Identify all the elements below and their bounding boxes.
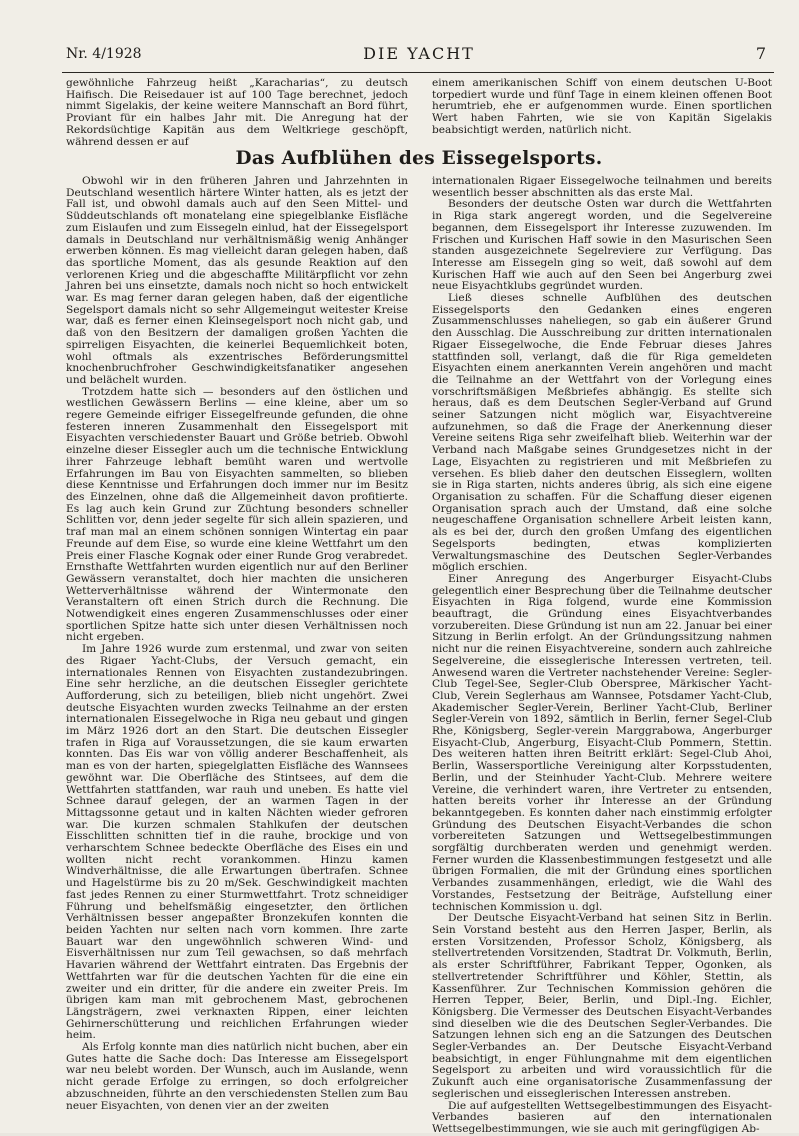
article-paragraph: Ließ dieses schnelle Aufblühen des deutschen Eissegelsports den Gedanken eines engeren Zusammenschlusses naheliegen, so gab ein äußerer Grund den Ausschlag. Die Ausschreibung zur dritten internationalen Rigaer Eissegelwoche, die Ende Februar dieses Jahres stattfinden soll, verlangt, daß die für Riga gemeldeten Eisyachten einem anerkannten Verein angehören und macht die Teilnahme an der Wettfahrt von der Vorlegung eines vorschriftsmäßigen Meßbriefes abhängig. Es stellte sich heraus, daß es dem Deutschen Segler-Verband auf Grund seiner Satzungen nicht möglich war, Eisyachtvereine aufzunehmen, so daß die Frage der Anerkennung dieser Vereine seitens Riga sehr zweifelhaft blieb. Weiterhin war der Verband nach Maßgabe seines Grundgesetzes nicht in der Lage, Eisyachten zu registrieren und mit Meßbriefen zu versehen. Es blieb daher den deutschen Eisseglern, wollten sie in Riga starten, nichts anderes übrig, als sich eine eigene Organisation zu schaffen. Für die Schaffung dieser eigenen Organisation sprach auch der Umstand, daß eine solche neugeschaffene Organisation schnellere Arbeit leisten kann, als es bei der, durch den großen Umfang des eigentlichen Segelsports bedingten, etwas komplizierten Verwaltungsmaschine des Deutschen Segler-Verbandes möglich erschien. — [432, 292, 772, 574]
article-paragraph: Trotzdem hatte sich — besonders auf den östlichen und westlichen Gewässern Berlins — eine kleine, aber um so regere Gemeinde eifriger Eissegelfreunde gefunden, die ohne festeren inneren Zusammenhalt den Eissegelsport mit Eisyachten verschiedenster Bauart und Größe betrieb. Obwohl einzelne dieser Eissegler auch um die technische Entwicklung ihrer Fahrzeuge lebhaft bemüht waren und wertvolle Erfahrungen im Bau von Eisyachten sammelten, so blieben diese Kenntnisse und Erfahrungen doch immer nur im Besitz des Einzelnen, ohne daß die Allgemeinheit davon profitierte. Es lag auch kein Grund zur Züchtung besonders schneller Schlitten vor, denn jeder segelte für sich allein spazieren, und traf man mal an einem schönen sonnigen Wintertag ein paar Freunde auf dem Eise, so wurde eine kleine Wettfahrt um den Preis einer Flasche Kognak oder einer Runde Grog verabredet. Ernsthafte Wettfahrten wurden eigentlich nur auf den Berliner Gewässern veranstaltet, doch hier machten die unsicheren Wetterverhältnisse während der Wintermonate den Veranstaltern oft einen Strich durch die Rechnung. Die Notwendigkeit eines engeren Zusammenschlusses oder einer sportlichen Spitze hatte sich unter diesen Verhältnissen noch nicht ergeben. — [66, 385, 408, 644]
article-paragraph: Besonders der deutsche Osten war durch die Wettfahrten in Riga stark angeregt worden, und die Segelvereine begannen, dem Eissegelsport ihr Interesse zuzuwenden. Im Frischen und Kurischen Haff sowie in den Masurischen Seen standen ausgezeichnete Segelreviere zur Verfügung. Das Interesse am Eissegeln ging so weit, daß sowohl auf dem Kurischen Haff wie auch auf den Seen bei Angerburg zwei neue Eisyachtklubs gegründet wurden. — [432, 198, 772, 293]
previous-article-text: gewöhnliche Fahrzeug heißt „Karacharias“, zu deutsch Haifisch. Die Reisedauer ist auf 100 Tage berechnet, jedoch nimmt Sigelakis, der keine weitere Mannschaft an Bord führt, Proviant für ein halbes Jahr mit. Die Anregung hat der Rekordsüchtige Kapitän aus dem Weltkriege geschöpft, während dessen er auf — [66, 77, 408, 148]
article-title: Das Aufblühen des Eissegelsports. — [235, 148, 603, 169]
previous-article-end-left — [66, 77, 408, 148]
previous-article-end-right — [432, 78, 772, 140]
article-paragraph: Der Deutsche Eisyacht-Verband hat seinen Sitz in Berlin. Sein Vorstand besteht aus den Herren Jasper, Berlin, als ersten Vorsitzenden, Professor Scholz, Königsberg, als stellvertretenden Vorsitzenden, Stadtrat Dr. Volkmuth, Berlin, als erster Schriftführer, Fabrikant Tepper, Ogonken, als stellvertretender Schriftführer und Köhler, Stettin, als Kassenführer. Zur Technischen Kommission gehören die Herren Tepper, Beier, Berlin, und Dipl.-Ing. Eichler, Königsberg. Die Vermesser des Deutschen Eisyacht-Verbandes sind dieselben wie die des Deutschen Segler-Verbandes. Die Satzungen lehnen sich eng an die Satzungen des Deutschen Segler-Verbandes an. Der Deutsche Eisyacht-Verband beabsichtigt, in enger Fühlungnahme mit dem eigentlichen Segelsport zu arbeiten und wird voraussichtlich für die Zukunft auch eine organisatorische Zusammenfassung der seglerischen und eisseglerischen Interessen anstreben. — [432, 912, 772, 1100]
page-header — [66, 44, 772, 66]
header-rule — [62, 72, 774, 73]
article-column-left — [66, 175, 409, 1112]
article-column-right — [432, 175, 772, 1135]
article-paragraph: Obwohl wir in den früheren Jahren und Jahrzehnten in Deutschland wesentlich härtere Winter hatten, als es jetzt der Fall ist, und obwohl damals auch auf den Seen Mittel- und Süddeutschlands oft monatelang eine spiegelblanke Eisfläche zum Eislaufen und zum Eissegeln einlud, hat der Eissegelsport damals in Deutschland nur verhältnismäßig wenig Anhänger erwerben können. Es mag vielleicht daran gelegen haben, daß das sportliche Moment, das als gesunde Reaktion auf den verlorenen Krieg und die abgeschaffte Militärpflicht vor zehn Jahren bei uns einsetzte, damals noch nicht so hoch entwickelt war. Es mag ferner daran gelegen haben, daß der eigentliche Segelsport damals nicht so sehr Allgemeingut weitester Kreise war, daß es ferner einen Kleinsegelsport noch nicht gab, und daß von den Besitzern der damaligen großen Yachten die spirreligen Eisyachten, die keinerlei Bequemlichkeit boten, wohl oftmals als exzentrisches Beförderungsmittel knochenbruchfroher Geschwindigkeitsfanatiker angesehen und belächelt wurden. — [66, 175, 408, 386]
article-paragraph: internationalen Rigaer Eissegelwoche teilnahmen und bereits wesentlich besser abschnitten als das erste Mal. — [432, 175, 772, 199]
previous-article-text: einem amerikanischen Schiff von einem deutschen U-Boot torpediert wurde und fünf Tage in einem kleinen offenen Boot herumtrieb, ehe er aufgenommen wurde. Einen sportlichen Wert haben Fahrten, wie sie von Kapitän Sigelakis beabsichtigt werden, natürlich nicht. — [432, 77, 772, 136]
article-paragraph: Als Erfolg konnte man dies natürlich nicht buchen, aber ein Gutes hatte die Sache doch: Das Interesse am Eissegelsport war neu belebt worden. Der Wunsch, auch im Auslande, wenn nicht gerade Erfolge zu erringen, so doch erfolgreicher abzuschneiden, führte an den verschiedensten Stellen zum Bau neuer Eisyachten, von denen vier an der zweiten — [66, 1041, 409, 1112]
page-number: 7 — [755, 44, 766, 63]
article-paragraph: Im Jahre 1926 wurde zum erstenmal, und zwar von seiten des Rigaer Yacht-Clubs, der Versuch gemacht, ein internationales Rennen von Eisyachten zustandezubringen. Eine sehr herzliche, an die deutschen Eissegler gerichtete Aufforderung, sich zu beteiligen, blieb nicht ungehört. Zwei deutsche Eisyachten wurden zwecks Teilnahme an der ersten internationalen Eissegelwoche in Riga neu gebaut und gingen im März 1926 dort an den Start. Die deutschen Eissegler trafen in Riga auf Voraussetzungen, die sie kaum erwarten konnten. Das Eis war von völlig anderer Beschaffenheit, als man es von der harten, spiegelglatten Eisfläche des Wannsees gewöhnt war. Die Oberfläche des Stintsees, auf dem die Wettfahrten stattfanden, war rauh und uneben. Es hatte viel Schnee darauf gelegen, der an warmen Tagen in der Mittagssonne getaut und in kalten Nächten wieder gefroren war. Die kurzen schmalen Stahlkufen der deutschen Eisschlitten schnitten tief in die rauhe, brockige und von verharschtem Schnee bedeckte Oberfläche des Eises ein und wollten nicht recht vorankommen. Hinzu kamen Windverhältnisse, die alle Erwartungen übertrafen. Schnee und Hagelstürme bis zu 20 m/Sek. Geschwindigkeit machten fast jedes Rennen zu einer Sturmwettfahrt. Trotz schneidiger Führung und behelfsmäßig eingesetzter, den örtlichen Verhältnissen besser angepaßter Bronzekufen konnten die beiden Yachten nur selten nach vorn kommen. Ihre zarte Bauart war den ungewöhnlich schweren Wind- und Eisverhältnissen nur zum Teil gewachsen, so daß mehrfach Havarien während der Wettfahrt eintraten. Das Ergebnis der Wettfahrten war für die deutschen Yachten für die eine ein zweiter und ein dritter, für die andere ein zweiter Preis. Im übrigen kam man mit gebrochenem Mast, gebrochenen Längsträgern, zwei verknaxten Rippen, einer leichten Gehirnerschütterung und reichlichen Erfahrungen wieder heim. — [66, 643, 408, 1042]
magazine-title: DIE YACHT — [363, 44, 475, 63]
article-paragraph: Die auf aufgestellten Wettsegelbestimmungen des Eisyacht-Verbandes basieren auf den internationalen Wettsegelbestimmungen, wie sie auch mit geringfügigen Ab- — [432, 1099, 772, 1135]
issue-number: Nr. 4/1928 — [66, 46, 142, 62]
article-paragraph: Einer Anregung des Angerburger Eisyacht-Clubs gelegentlich einer Besprechung über die Teilnahme deutscher Eisyachten in Riga folgend, wurde eine Kommission beauftragt, die Gründung eines Eisyachtverbandes vorzubereiten. Diese Gründung ist nun am 22. Januar bei einer Sitzung in Berlin erfolgt. An der Gründungssitzung nahmen nicht nur die reinen Eisyachtvereine, sondern auch zahlreiche Segelvereine, die eisseglerische Interessen vertreten, teil. Anwesend waren die Vertreter nachstehender Vereine: Segler-Club Tegel-See, Segler-Club Oberspree, Märkischer Yacht-Club, Verein Seglerhaus am Wannsee, Potsdamer Yacht-Club, Akademischer Segler-Verein, Berliner Yacht-Club, Berliner Segler-Verein von 1892, sämtlich in Berlin, ferner Segel-Club Rhe, Königsberg, Segler-verein Marggrabowa, Angerburger Eisyacht-Club, Angerburg, Eisyacht-Club Pommern, Stettin. Des weiteren hatten ihren Beitritt erklärt: Segel-Club Ahoi, Berlin, Wassersportliche Vereinigung alter Korpsstudenten, Berlin, und der Steinhuder Yacht-Club. Mehrere weitere Vereine, die verhindert waren, ihre Vertreter zu entsenden, hatten bereits vorher ihr Interesse an der Gründung bekanntgegeben. Es konnten daher nach einstimmig erfolgter Gründung des Deutschen Eisyacht-Verbandes die schon vorbereiteten Satzungen und Wettsegelbestimmungen sorgfältig durchberaten werden und genehmigt werden. Ferner wurden die Klassenbestimmungen festgesetzt und alle übrigen Formalien, die mit der Gründung eines sportlichen Verbandes zusammenhängen, erledigt, wie die Wahl des Vorstandes, Festsetzung der Beiträge, Aufstellung einer technischen Kommission u. dgl. — [432, 572, 772, 913]
